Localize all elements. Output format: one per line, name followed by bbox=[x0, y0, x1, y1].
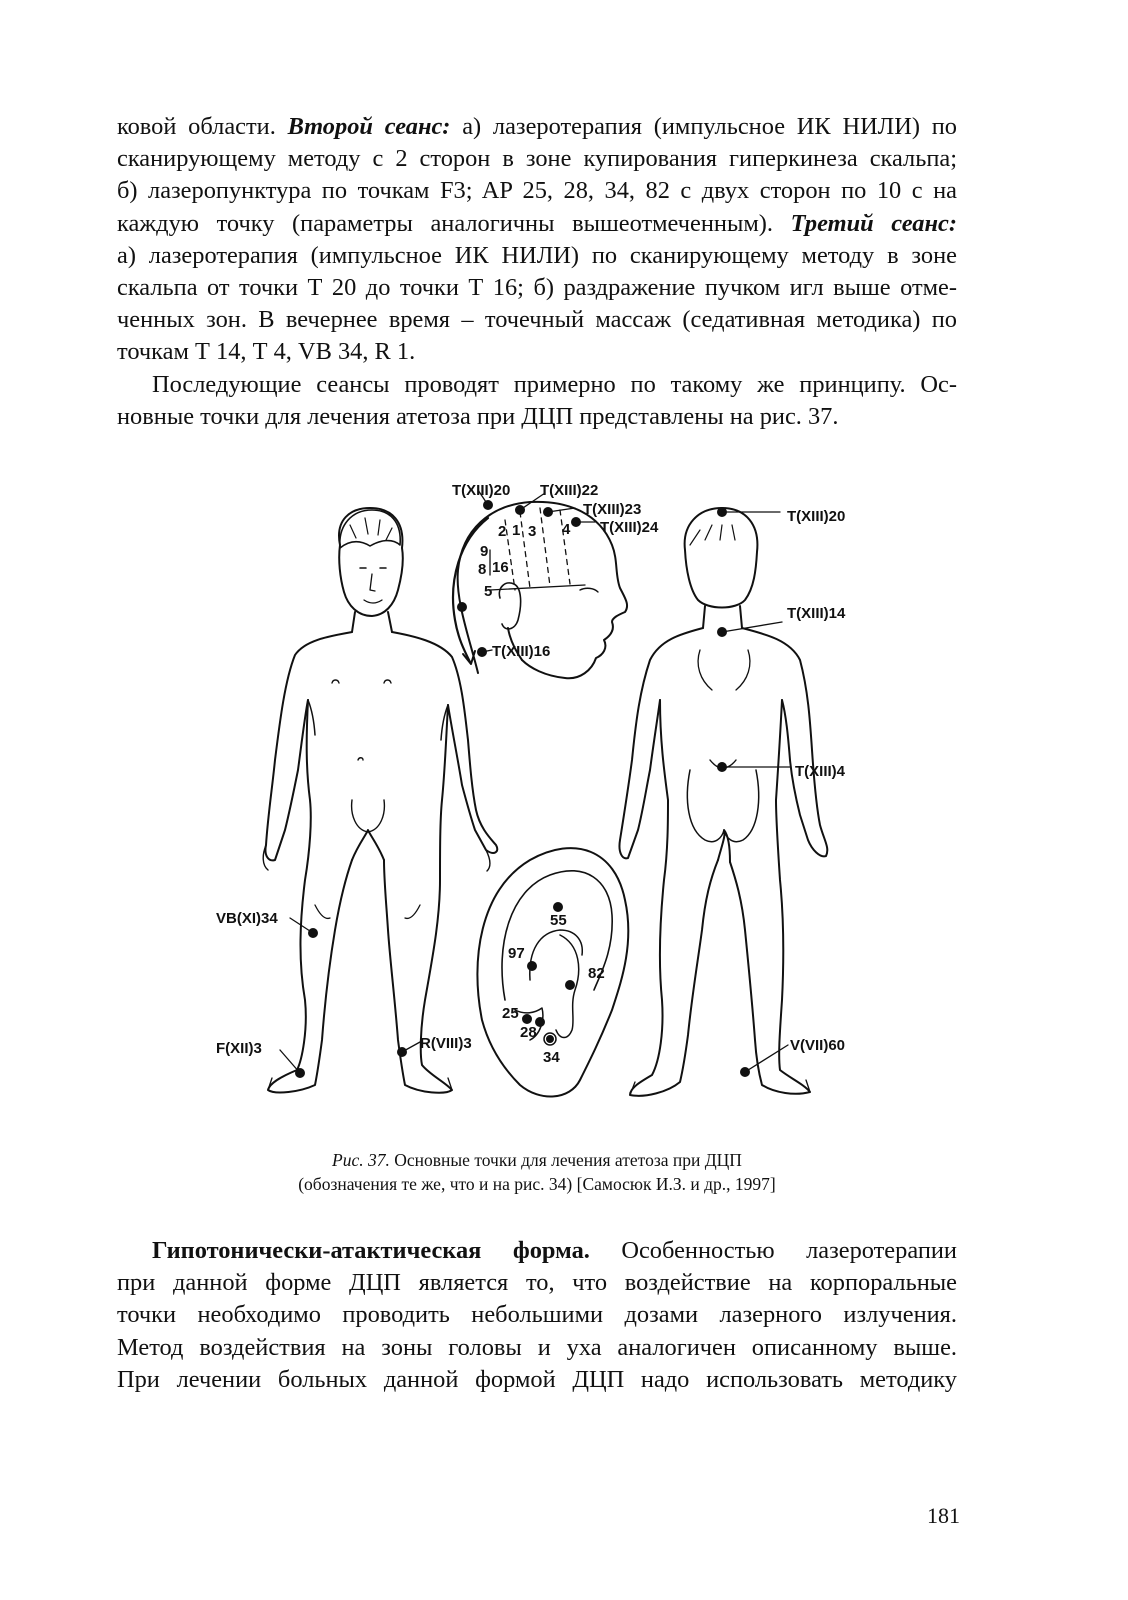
label-t14: T(XIII)14 bbox=[787, 605, 846, 622]
text-line: а) лазеротерапия (импульсное ИК НИЛИ) по сканирующему методу в зоне bbox=[117, 241, 957, 269]
text-line: Последующие сеансы проводят примерно по такому же принципу. Ос- bbox=[152, 370, 957, 398]
label-v60: V(VII)60 bbox=[790, 1037, 846, 1054]
label-t20-back: T(XIII)20 bbox=[787, 508, 846, 525]
figure-ref: Рис. 37. bbox=[332, 1150, 390, 1170]
page-number: 181 bbox=[927, 1503, 960, 1528]
label-zone-3: 3 bbox=[528, 523, 537, 540]
caption-line: (обозначения те же, что и на рис. 34) [Самосюк И.З. и др., 1997] bbox=[298, 1174, 776, 1194]
label-t4: T(XIII)4 bbox=[795, 763, 846, 780]
text-line: сканирующему методу с 2 сторон в зоне купирования гиперкинеза скальпа; bbox=[117, 145, 957, 173]
text-line: точкам Т 14, Т 4, VB 34, R 1. bbox=[117, 338, 416, 366]
figure-caption bbox=[117, 1148, 957, 1196]
text-line: Метод воздействия на зоны головы и уха аналогичен описанному выше. bbox=[117, 1333, 957, 1361]
label-zone-5: 5 bbox=[484, 583, 493, 600]
text-line: новные точки для лечения атетоза при ДЦП представлены на рис. 37. bbox=[117, 402, 839, 430]
label-ear-25: 25 bbox=[502, 1005, 519, 1022]
label-f3: F(XII)3 bbox=[216, 1040, 262, 1057]
text-line: точки необходимо проводить небольшими дозами лазерного излучения. bbox=[117, 1301, 957, 1329]
text-line: Особенностью лазеротерапии bbox=[589, 1237, 957, 1264]
paragraph bbox=[117, 1235, 957, 1396]
text-line: ченных зон. В вечернее время – точечный массаж (седативная методика) по bbox=[117, 306, 957, 334]
text-line: а) лазеротерапия (импульсное ИК НИЛИ) по bbox=[450, 113, 957, 140]
label-vb34: VB(XI)34 bbox=[216, 910, 278, 927]
label-ear-82: 82 bbox=[588, 965, 605, 982]
diagram-labels bbox=[150, 470, 980, 1130]
body-text-bottom bbox=[117, 1235, 957, 1396]
text-line: при данной форме ДЦП является то, что воздействие на корпоральные bbox=[117, 1269, 957, 1297]
text-line: скальпа от точки Т 20 до точки Т 16; б) раздражение пучком игл выше отме- bbox=[117, 274, 957, 302]
paragraph bbox=[117, 369, 957, 433]
label-zone-9: 9 bbox=[480, 543, 489, 560]
label-ear-55: 55 bbox=[550, 912, 567, 929]
label-t20-top: T(XIII)20 bbox=[452, 482, 511, 499]
caption-line: Основные точки для лечения атетоза при ДЦП bbox=[389, 1150, 742, 1170]
label-zone-16: 16 bbox=[492, 559, 509, 576]
label-t16: T(XIII)16 bbox=[492, 643, 551, 660]
text-line: При лечении больных данной формой ДЦП надо использовать методику bbox=[117, 1365, 957, 1393]
label-t24: T(XIII)24 bbox=[600, 519, 659, 536]
label-zone-8: 8 bbox=[478, 561, 487, 578]
label-ear-97: 97 bbox=[508, 945, 525, 962]
label-ear-34: 34 bbox=[543, 1049, 560, 1066]
figure-37 bbox=[150, 470, 980, 1130]
section-heading: Гипотонически-атактическая форма. bbox=[152, 1237, 590, 1264]
label-zone-4: 4 bbox=[562, 521, 571, 538]
session-heading: Второй сеанс: bbox=[287, 113, 451, 140]
text-line: б) лазеропунктура по точкам F3; AP 25, 28, 34, 82 с двух сторон по 10 с на bbox=[117, 177, 957, 205]
session-heading: Третий сеанс: bbox=[790, 209, 957, 237]
paragraph bbox=[117, 111, 957, 369]
label-r3: R(VIII)3 bbox=[420, 1035, 472, 1052]
label-ear-28: 28 bbox=[520, 1024, 537, 1041]
body-text-top bbox=[117, 111, 957, 433]
label-zone-1: 1 bbox=[512, 522, 521, 539]
label-t22: T(XIII)22 bbox=[540, 482, 599, 499]
label-zone-2: 2 bbox=[498, 523, 507, 540]
text-line: ковой области. bbox=[117, 113, 288, 140]
label-t23: T(XIII)23 bbox=[583, 501, 642, 518]
text-line: каждую точку (параметры аналогичны вышеотмеченным). bbox=[117, 209, 791, 237]
